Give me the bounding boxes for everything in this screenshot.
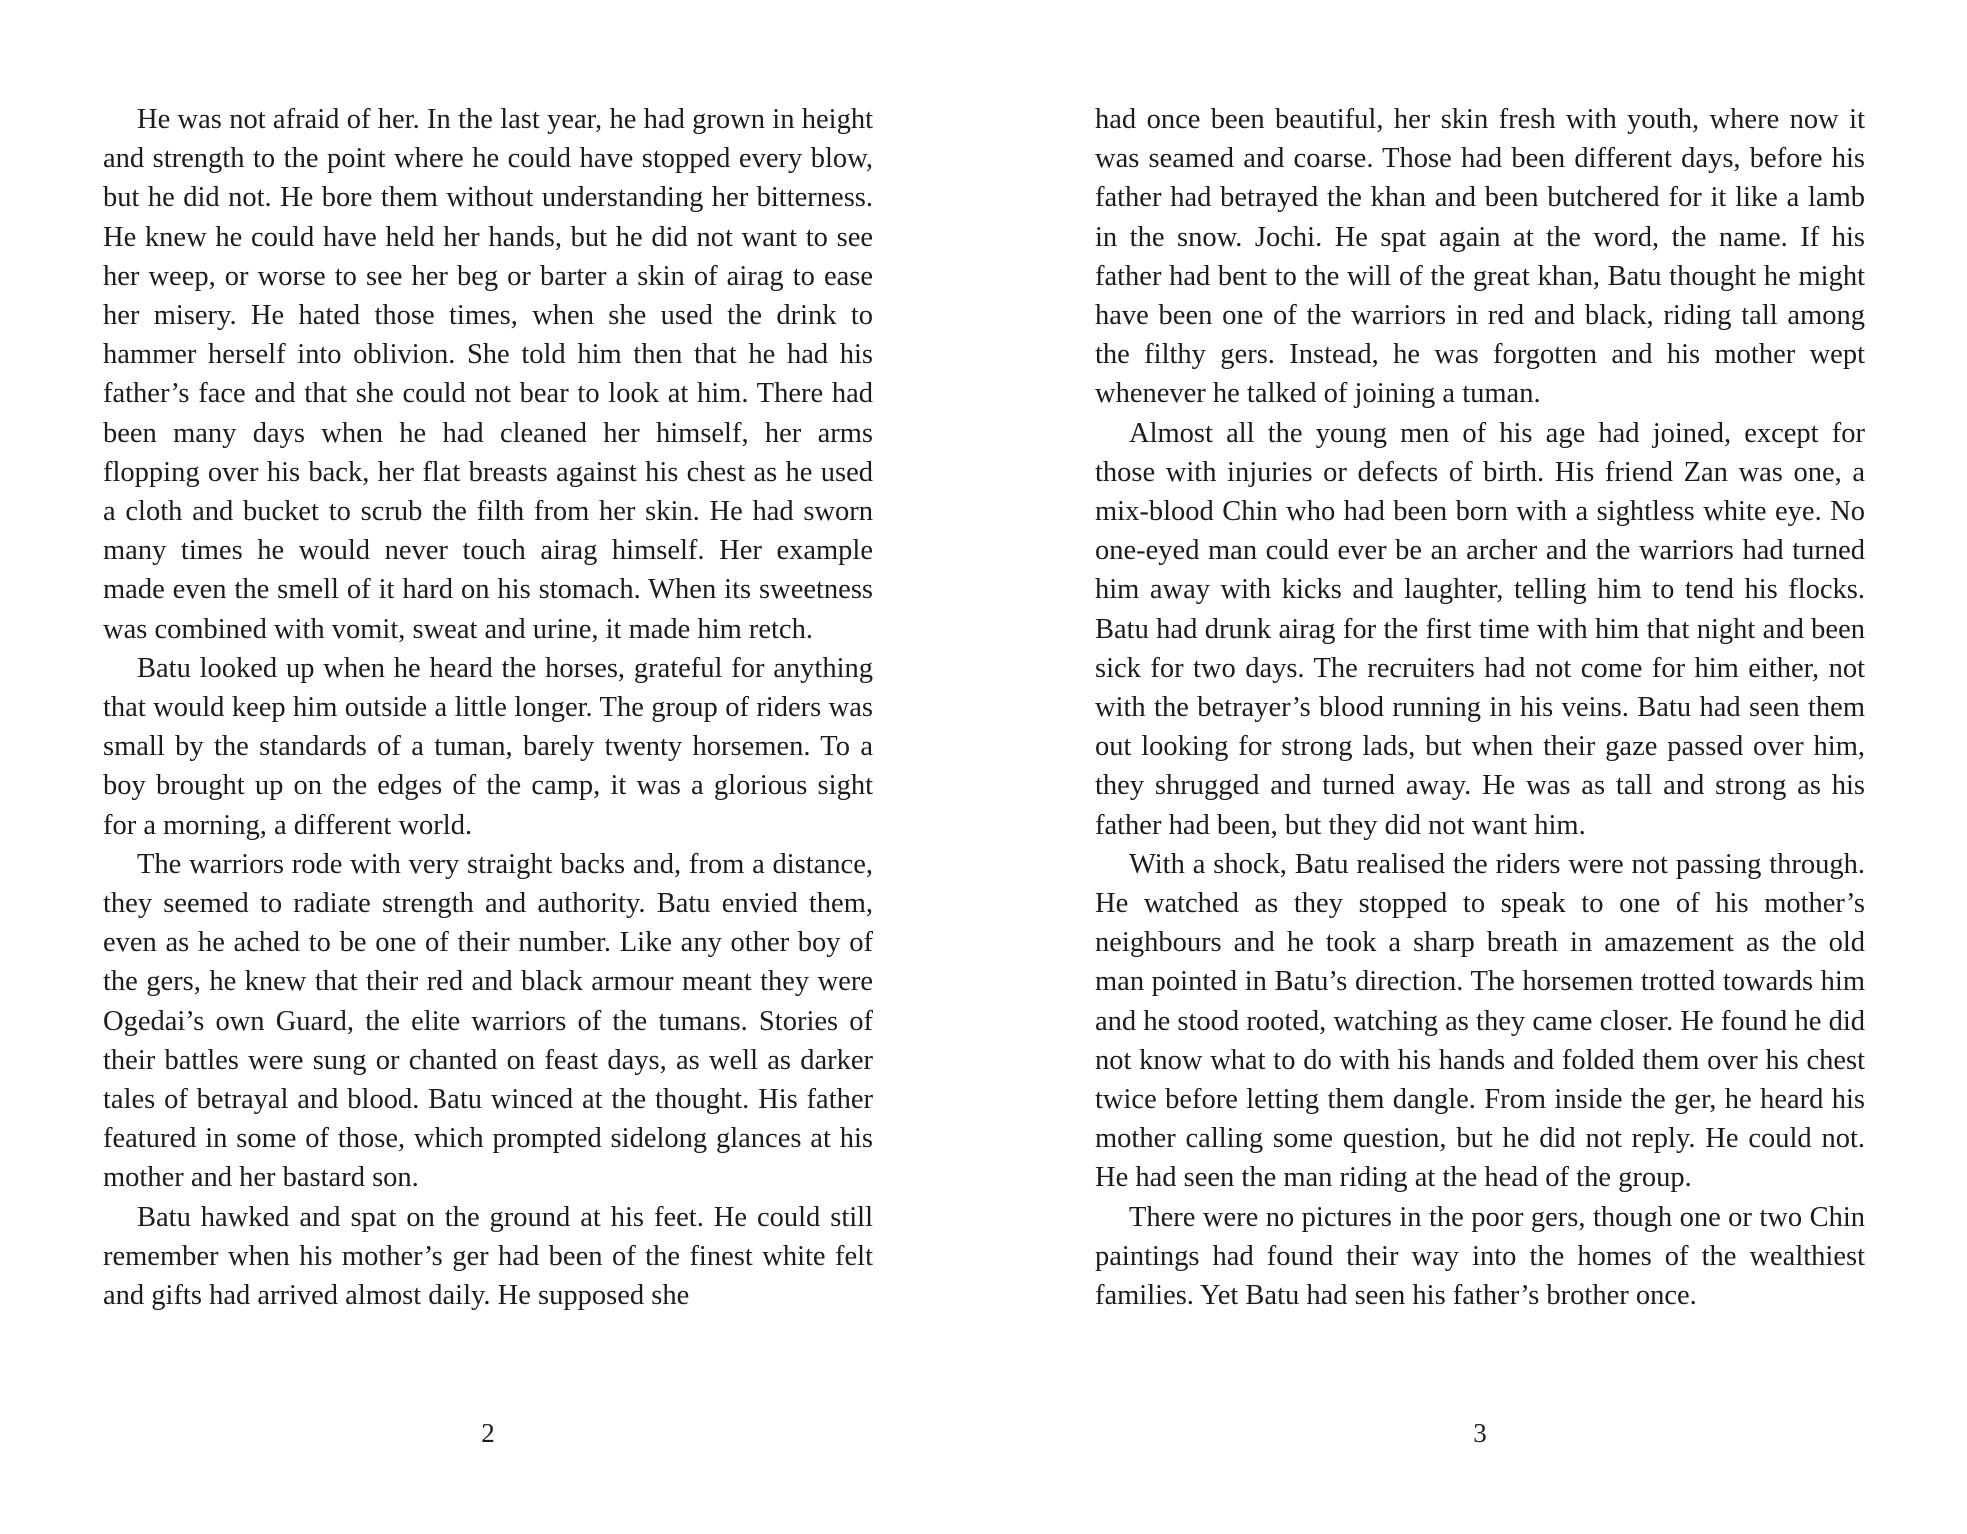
left-page-text <box>103 100 873 1315</box>
paragraph: Almost all the young men of his age had joined, except for those with injuries or defects of birth. His friend Zan was one, a mix-blood Chin who had been born with a sightless white eye. No one-eyed man could ever be an archer and the warriors had turned him away with kicks and laughter, telling him to tend his flocks. Batu had drunk airag for the first time with him that night and been sick for two days. The recruiters had not come for him either, not with the betrayer’s blood running in his veins. Batu had seen them out looking for strong lads, but when their gaze passed over him, they shrugged and turned away. He was as tall and strong as his father had been, but they did not want him. <box>1095 417 1865 841</box>
paragraph: He was not afraid of her. In the last year, he had grown in height and strength to the point where he could have stopped every blow, but he did not. He bore them without understanding her bitterness. He knew he could have held her hands, but he did not want to see her weep, or worse to see her beg or barter a skin of airag to ease her misery. He hated those times, when she used the drink to hammer herself into oblivion. She told him then that he had his father’s face and that she could not bear to look at him. There had been many days when he had cleaned her himself, her arms flopping over his back, her flat breasts against his chest as he used a cloth and bucket to scrub the filth from her skin. He had sworn many times he would never touch airag himself. Her example made even the smell of it hard on his stomach. When its sweetness was combined with vomit, sweat and urine, it made him retch. <box>103 104 873 645</box>
paragraph: With a shock, Batu realised the riders were not passing through. He watched as they stopped to speak to one of his mother’s neighbours and he took a sharp breath in amazement as the old man pointed in Batu’s direction. The horsemen trotted towards him and he stood rooted, watching as they came closer. He found he did not know what to do with his hands and folded them over his chest twice before letting them dangle. From inside the ger, he heard his mother calling some question, but he did not reply. He could not. He had seen the man riding at the head of the group. <box>1095 848 1865 1194</box>
page-number: 2 <box>481 1418 495 1448</box>
continued-paragraph: had once been beautiful, her skin fresh with youth, where now it was seamed and coarse. Those had been different days, before his father had betrayed the khan and been butchered for it like a lamb in the snow. Jochi. He spat again at the word, the name. If his father had bent to the will of the great khan, Batu thought he might have been one of the warriors in red and black, riding tall among the filthy gers. Instead, he was forgotten and his mother wept whenever he talked of joining a tuman. <box>1095 104 1865 410</box>
paragraph: There were no pictures in the poor gers, though one or two Chin paintings had found their way into the homes of the wealthiest families. Yet Batu had seen his father’s brother once. <box>1095 1201 1865 1312</box>
right-page <box>1095 100 1865 1448</box>
page-number: 3 <box>1473 1418 1487 1448</box>
left-page <box>103 100 873 1448</box>
paragraph: Batu hawked and spat on the ground at his feet. He could still remember when his mother’s ger had been of the finest white felt and gifts had arrived almost daily. He supposed she <box>103 1201 873 1312</box>
right-page-text <box>1095 100 1865 1315</box>
paragraph: The warriors rode with very straight backs and, from a distance, they seemed to radiate strength and authority. Batu envied them, even as he ached to be one of their number. Like any other boy of the gers, he knew that their red and black armour meant they were Ogedai’s own Guard, the elite warriors of the tumans. Stories of their battles were sung or chanted on feast days, as well as darker tales of betrayal and blood. Batu winced at the thought. His father featured in some of those, which prompted sidelong glances at his mother and her bastard son. <box>103 848 873 1194</box>
paragraph: Batu looked up when he heard the horses, grateful for anything that would keep him outside a little longer. The group of riders was small by the standards of a tuman, barely twenty horsemen. To a boy brought up on the edges of the camp, it was a glorious sight for a morning, a different world. <box>103 652 873 841</box>
